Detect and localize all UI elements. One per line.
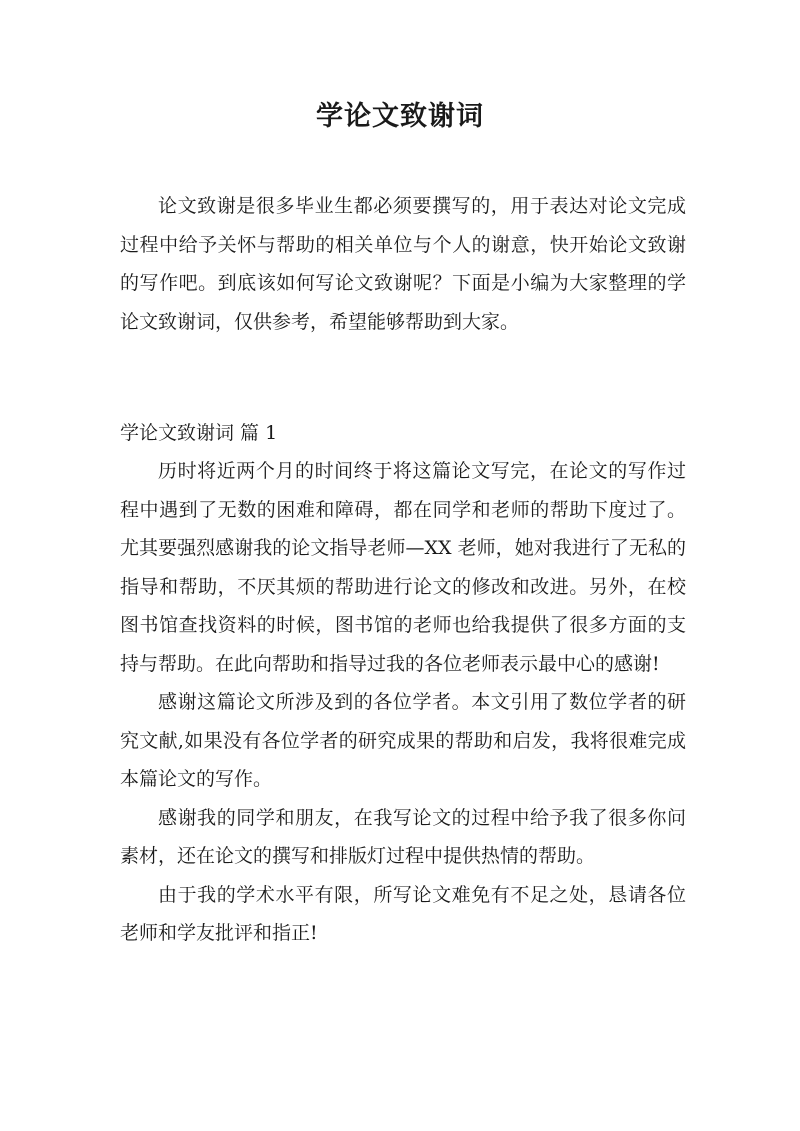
body-paragraph-2: 感谢这篇论文所涉及到的各位学者。本文引用了数位学者的研究文献,如果没有各位学者的研究成果的帮助和启发，我将很难完成本篇论文的写作。 bbox=[120, 691, 686, 790]
body-paragraph-1: 历时将近两个月的时间终于将这篇论文写完，在论文的写作过程中遇到了无数的困难和障碍，都在同学和老师的帮助下度过了。尤其要强烈感谢我的论文指导老师—XX 老师，她对我进行了无私的指导和帮助，不厌其烦的帮助进行论文的修改和改进。另外，在校图书馆查找资料的时候，图书馆的老师也给我提供了很多方面的支持与帮助。在此向帮助和指导过我的各位老师表示最中心的感谢! bbox=[120, 460, 686, 675]
section-body bbox=[120, 452, 686, 953]
intro-section bbox=[120, 187, 686, 341]
document-title: 学论文致谢词 bbox=[316, 101, 484, 132]
body-paragraph-3: 感谢我的同学和朋友，在我写论文的过程中给予我了很多你问素材，还在论文的撰写和排版灯过程中提供热情的帮助。 bbox=[120, 806, 686, 867]
body-paragraph-4: 由于我的学术水平有限，所写论文难免有不足之处，恳请各位老师和学友批评和指正! bbox=[120, 883, 686, 944]
intro-paragraph: 论文致谢是很多毕业生都必须要撰写的，用于表达对论文完成过程中给予关怀与帮助的相关单位与个人的谢意，快开始论文致谢的写作吧。到底该如何写论文致谢呢？下面是小编为大家整理的学论文致谢词，仅供参考，希望能够帮助到大家。 bbox=[120, 195, 686, 333]
section-heading: 学论文致谢词 篇 1 bbox=[120, 422, 278, 444]
